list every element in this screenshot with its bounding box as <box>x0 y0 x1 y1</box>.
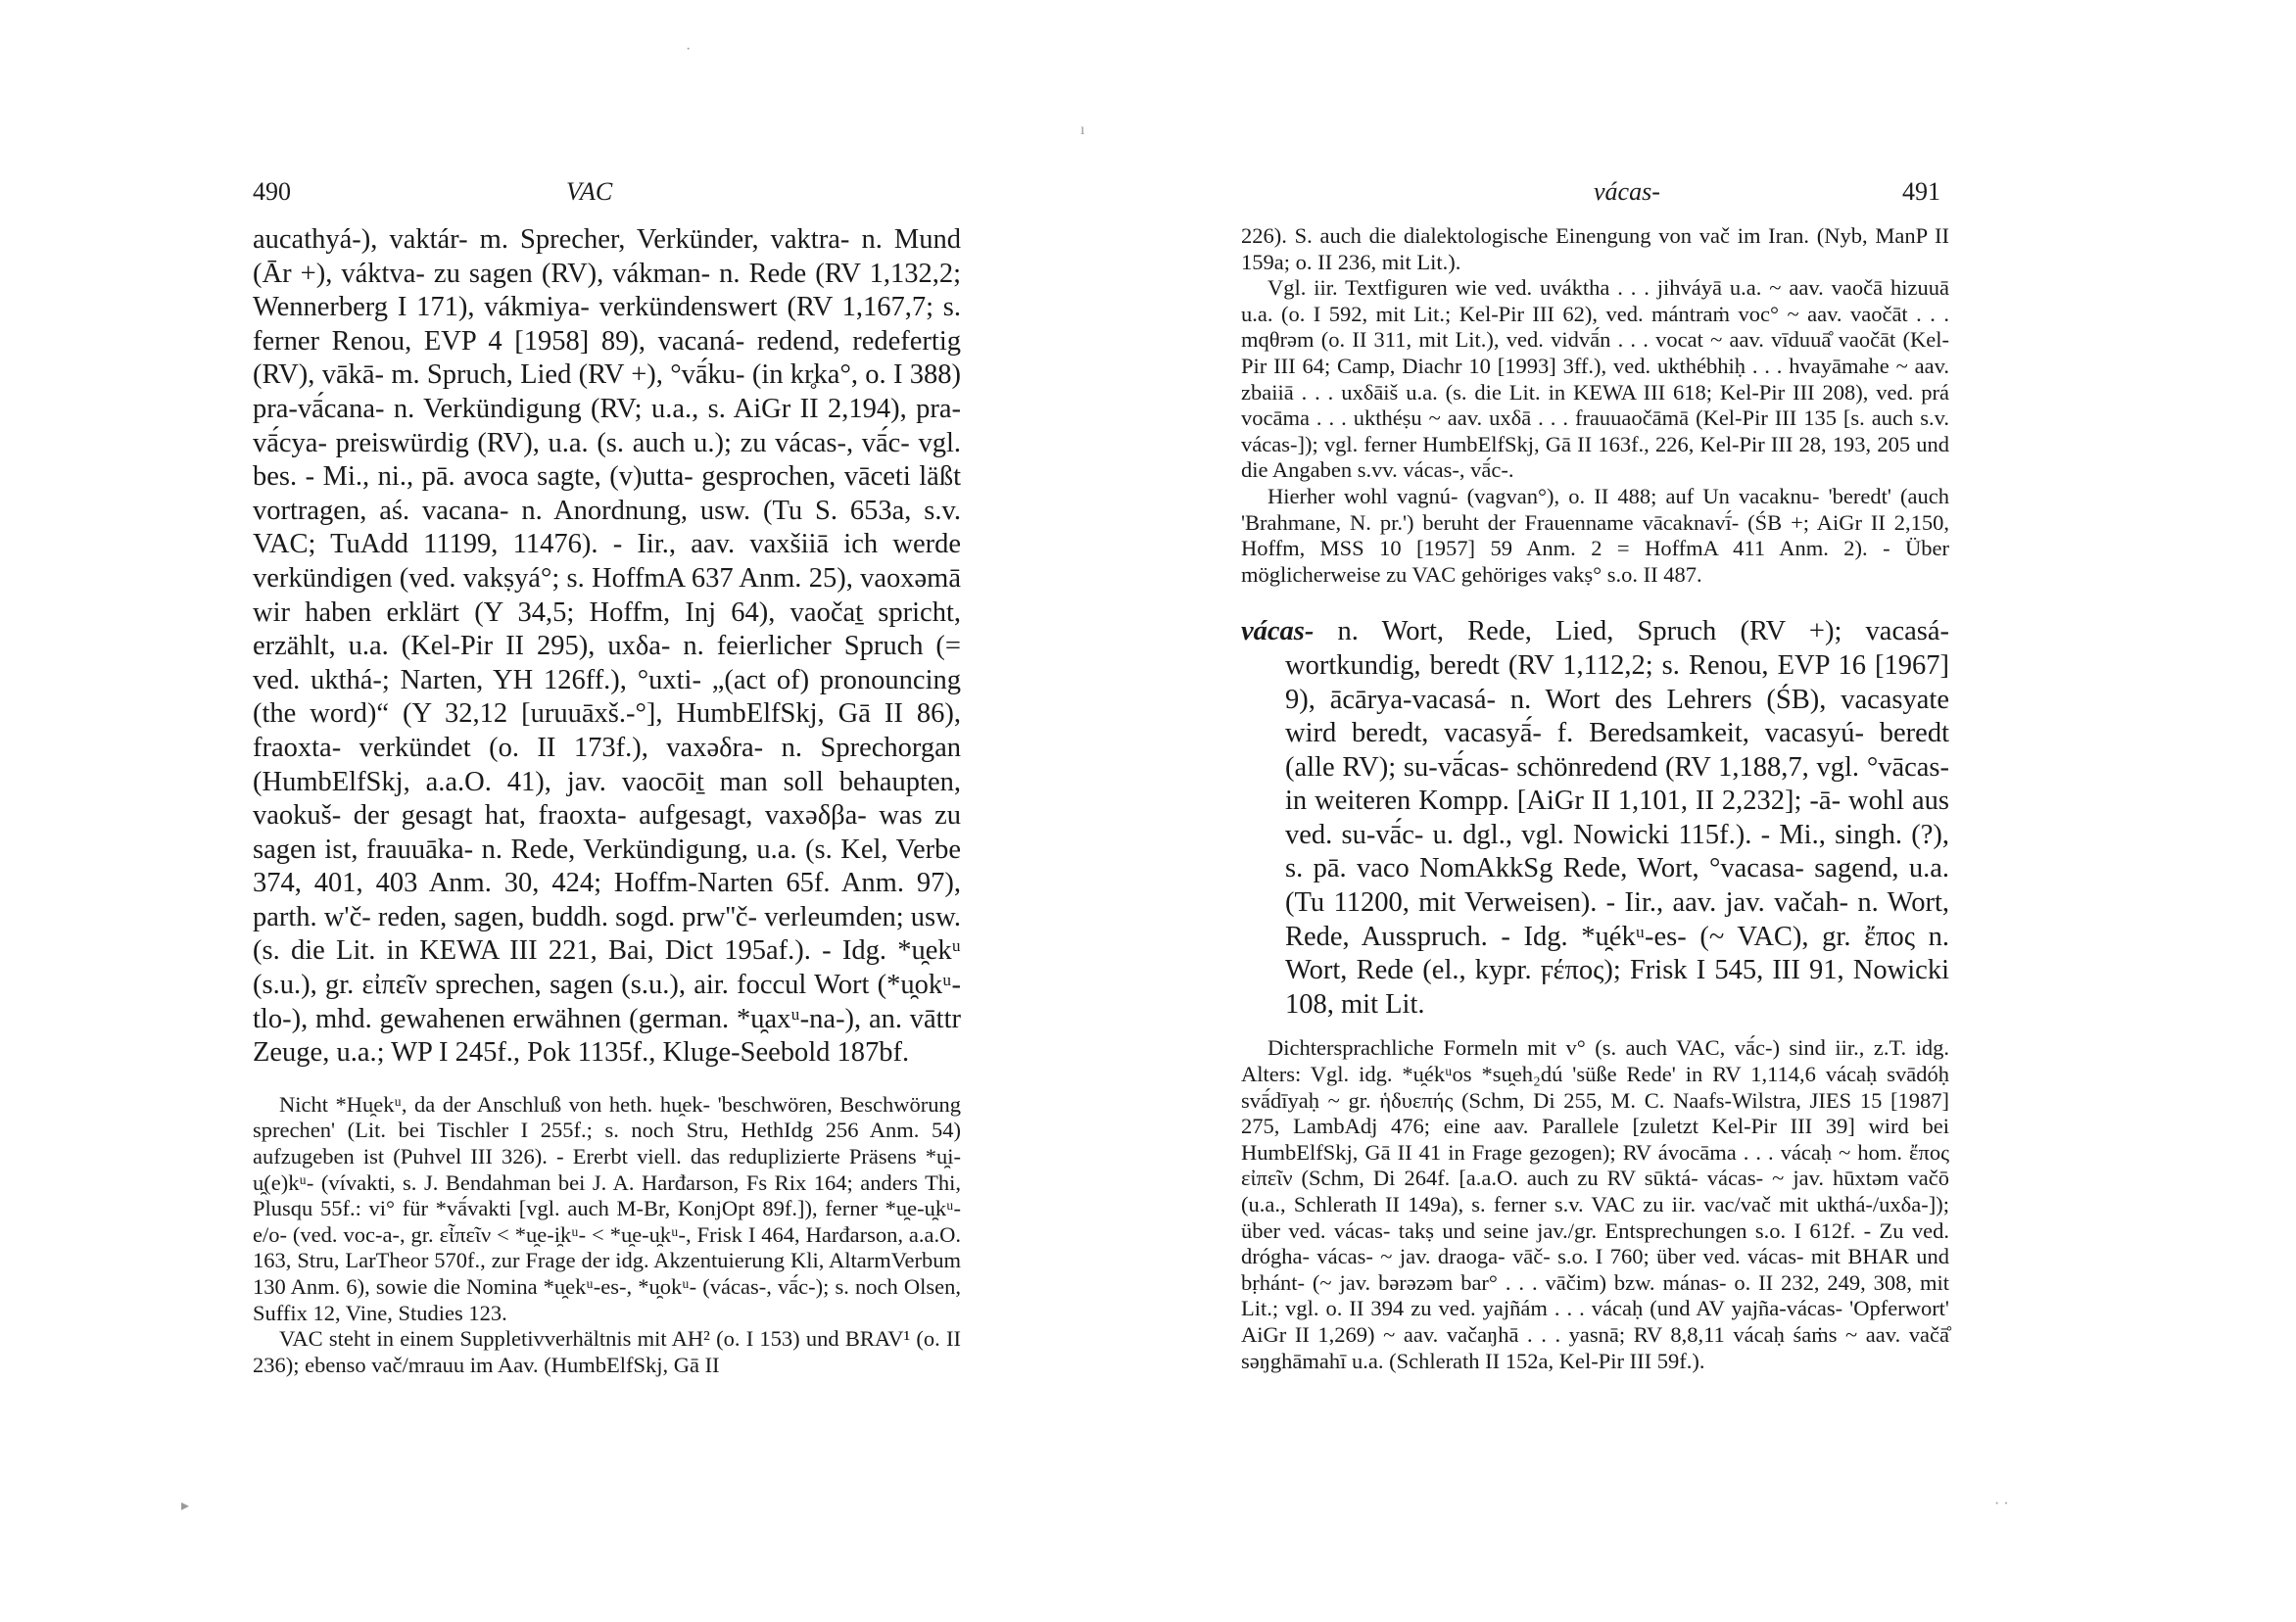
scan-speck: ı <box>1080 121 1085 138</box>
scan-speck: · <box>686 41 692 58</box>
footnote-paragraph: 226). S. auch die dialektologische Einengung von vač im Iran. (Nyb, ManP II 159a; o. II 236, mit Lit.). <box>1241 223 1949 274</box>
scan-speck: · · <box>1994 1496 2009 1512</box>
running-head: VAC <box>566 177 613 206</box>
left-column <box>253 223 961 1378</box>
entry-lemma: vácas- <box>1241 616 1315 647</box>
right-page <box>1148 0 2296 1622</box>
footnote-paragraph: Hierher wohl vagnú- (vagvan°), o. II 488; auf Un vacaknu- 'beredt' (auch 'Brahmane, N. pr.') beruht der Frauenname vācaknavī́- (ŚB +; AiGr II 2,150, Hoffm, MSS 10 [1957] 59 Anm. 2 = HoffmA 411 Anm. 2). - Über möglicherweise zu VAC gehöriges vakṣ° s.o. II 487. <box>1241 483 1949 587</box>
running-head: vácas- <box>1594 177 1660 206</box>
page-number: 490 <box>253 177 291 206</box>
main-text: aucathyá-), vaktár- m. Sprecher, Verkünder, vaktra- n. Mund (Ār +), váktva- zu sagen (RV), vákman- n. Rede (RV 1,132,2; Wennerberg I 171), vákmiya- verkündenswert (RV 1,167,7; s. ferner Renou, EVP 4 [1958] 89), vacaná- redend, redefertig (RV), vākā- m. Spruch, Lied (RV +), °vā́ku- (in kr̥ka°, o. I 388) pra-vā́cana- n. Verkündigung (RV; u.a., s. AiGr II 2,194), pra-vā́cya- preiswürdig (RV), u.a. (s. auch u.); zu vácas-, vā́c- vgl. bes. - Mi., ni., pā. avoca sagte, (v)utta- gesprochen, vāceti läßt vortragen, aś. vacana- n. Anordnung, usw. (Tu S. 653a, s.v. VAC; TuAdd 11199, 11476). - Iir., aav. vaxšiiā ich werde verkündigen (ved. vakṣyá°; s. HoffmA 637 Anm. 25), vaoxəmā wir haben erklärt (Y 34,5; Hoffm, Inj 64), vaočaṯ spricht, erzählt, u.a. (Kel-Pir II 295), uxδa- n. feierlicher Spruch (= ved. ukthá-; Narten, YH 126ff.), °uxti- „(act of) pronouncing (the word)“ (Y 32,12 [uruuāxš.-°], HumbElfSkj, Gā II 86), fraoxta- verkündet (o. II 173f.), vaxəδra- n. Sprechorgan (HumbElfSkj, a.a.O. 41), jav. vaocōiṯ man soll behaupten, vaokuš- der gesagt hat, fraoxta- aufgesagt, vaxəδβa- was zu sagen ist, frauuāka- n. Rede, Verkündigung, u.a. (s. Kel, Verbe 374, 401, 403 Anm. 30, 424; Hoffm-Narten 65f. Anm. 97), parth. w'č- reden, sagen, buddh. sogd. prw''č- verleumden; usw. (s. die Lit. in KEWA III 221, Bai, Dict 195af.). - Idg. *u̯ekᵘ (s.u.), gr. εἰπεῖν sprechen, sagen (s.u.), air. foccul Wort (*u̯okᵘ-tlo-), mhd. gewahenen erwähnen (german. *u̯axᵘ-na-), an. vāttr Zeuge, u.a.; WP I 245f., Pok 1135f., Kluge-Seebold 187bf. <box>253 224 961 1069</box>
footnote-paragraph: Dichtersprachliche Formeln mit v° (s. auch VAC, vā́c-) sind iir., z.T. idg. Alters: Vgl. idg. *u̯ékᵘos *su̯eh₂dú 'süße Rede' in RV 1,114,6 vácaḥ svādóḥ svā́dīyaḥ ~ gr. ἡδυεπής (Schm, Di 255, M. C. Naafs-Wilstra, JIES 15 [1987] 275, LambAdj 476; eine aav. Parallele [zuletzt Kel-Pir III 39] wird bei HumbElfSkj, Gā II 41 in Frage gezogen); RV ávocāma . . . vácaḥ ~ hom. ἔπος εἰπεῖν (Schm, Di 264f. [a.a.O. auch zu RV sūktá- vácas- ~ jav. hūxtəm vačō (u.a., Schlerath II 149a), s. ferner s.v. VAC zu iir. vac/vač mit ukthá-/uxδa-]); über ved. vácas- takṣ und seine jav./gr. Entsprechungen s.o. I 612f. - Zu ved. drógha- vácas- ~ jav. draoga- vāč- s.o. I 760; über ved. vácas- mit BHAR und bṛhánt- (~ jav. bərəzəm bar° . . . vāčim) bzw. mánas- o. II 232, 249, 308, mit Lit.; vgl. o. II 394 zu ved. yajñám . . . vácaḥ (und AV yajña-vácas- 'Opferwort' AiGr II 1,269) ~ aav. vačaŋhā . . . yasnā; RV 8,8,11 vácaḥ śaṁs ~ aav. vačā̊ səŋghāmahī u.a. (Schlerath II 152a, Kel-Pir III 59f.). <box>1241 1035 1949 1373</box>
right-column <box>1241 223 1949 1374</box>
footnote-paragraph: Vgl. iir. Textfiguren wie ved. uváktha . . . jihváyā u.a. ~ aav. vaočā hizuuā u.a. (o. I 592, mit Lit.; Kel-Pir III 62), ved. mántraṁ voc° ~ aav. vaočāt . . . mqθrəm (o. II 311, mit Lit.), ved. vidvā́n . . . vocat ~ aav. vīduuā̊ vaočāt (Kel-Pir III 64; Camp, Diachr 10 [1993] 3ff.), ved. ukthébhiḥ . . . hvayāmahe ~ aav. zbaiiā . . . uxδāiš u.a. (s. die Lit. in KEWA III 618; Kel-Pir III 208), ved. prá vocāma . . . ukthéṣu ~ aav. uxδā . . . frauuaočāmā (Kel-Pir III 135 [s. auch s.v. vácas-]); vgl. ferner HumbElfSkj, Gā II 163f., 226, Kel-Pir III 28, 193, 205 und die Angaben s.vv. vácas-, vā́c-. <box>1241 275 1949 483</box>
dictionary-entry <box>1241 615 1949 1022</box>
page-number: 491 <box>1902 177 1940 206</box>
footnote-paragraph: VAC steht in einem Suppletivverhältnis mit AH² (o. I 153) und BRAV¹ (o. II 236); ebenso vač/mrauu im Aav. (HumbElfSkj, Gā II <box>253 1326 961 1377</box>
footnote-paragraph: Nicht *Hu̯ekᵘ, da der Anschluß von heth. hu̯ek- 'beschwören, Beschwörung sprechen' (Lit. bei Tischler I 255f.; s. noch Stru, HethIdg 256 Anm. 54) aufzugeben ist (Puhvel III 326). - Ererbt viell. das reduplizierte Präsens *u̯i-u̯(e)kᵘ- (vívakti, s. J. Bendahman bei J. A. Harđarson, Fs Rix 164; anders Thi, Plusqu 55f.: vi° für *vā́vakti [vgl. auch M-Br, KonjOpt 89f.]), ferner *u̯e-u̯kᵘ-e/o- (ved. voc-a-, gr. εἶπεῖν < *u̯e-i̯kᵘ- < *u̯e-u̯kᵘ-, Frisk I 464, Harđarson, a.a.O. 163, Stru, LarTheor 570f., zur Frage der idg. Akzentuierung Kli, AltarmVerbum 130 Anm. 6), sowie die Nomina *u̯ekᵘ-es-, *u̯okᵘ- (vácas-, vā́c-); s. noch Olsen, Suffix 12, Vine, Studies 123. <box>253 1091 961 1325</box>
scan-speck: ▸ <box>181 1498 190 1514</box>
entry-text: n. Wort, Rede, Lied, Spruch (RV +); vacasá- wortkundig, beredt (RV 1,112,2; s. Renou, EVP 16 [1967] 9), ācārya-vacasá- n. Wort des Lehrers (ŚB), vacasyate wird beredt, vacasyā́- f. Beredsamkeit, vacasyú- beredt (alle RV); su-vā́cas- schönredend (RV 1,188,7, vgl. °vācas- in weiteren Kompp. [AiGr II 1,101, II 2,232]; -ā- wohl aus ved. su-vā́c- u. dgl., vgl. Nowicki 115f.). - Mi., singh. (?), s. pā. vaco NomAkkSg Rede, Wort, °vacasa- sagend, u.a. (Tu 11200, mit Verweisen). - Iir., aav. jav. vačah- n. Wort, Rede, Ausspruch. - Idg. *u̯ékᵘ-es- (~ VAC), gr. ἔπος n. Wort, Rede (el., kypr. ϝέπος); Frisk I 545, III 91, Nowicki 108, mit Lit. <box>1285 616 1949 1020</box>
